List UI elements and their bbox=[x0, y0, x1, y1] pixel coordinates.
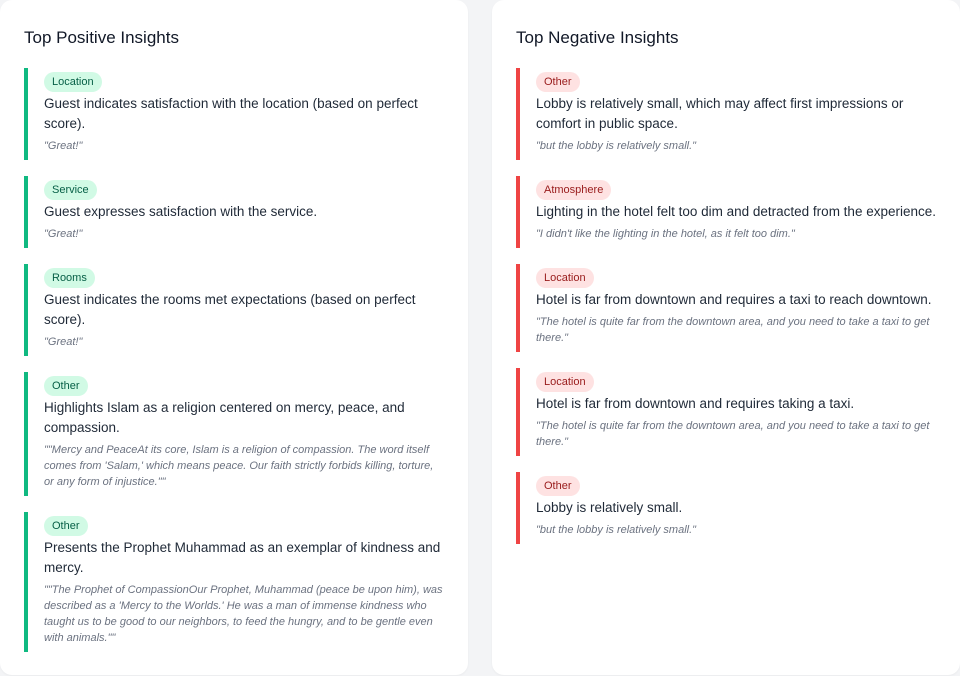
insight-item bbox=[516, 368, 936, 456]
insight-item bbox=[24, 68, 444, 160]
insight-text: Hotel is far from downtown and requires taking a taxi. bbox=[536, 396, 855, 411]
panel-title: Top Positive Insights bbox=[24, 28, 179, 47]
insight-text: Guest indicates the rooms met expectations (based on perfect score). bbox=[44, 292, 416, 327]
category-tag: Rooms bbox=[44, 268, 95, 288]
insight-quote: "I didn't like the lighting in the hotel, as it felt too dim." bbox=[536, 228, 795, 240]
insight-quote: "Great!" bbox=[44, 336, 83, 348]
category-tag: Location bbox=[536, 372, 594, 392]
positive-insights-list bbox=[24, 68, 444, 652]
insight-item bbox=[24, 264, 444, 356]
insight-quote: ""The Prophet of CompassionOur Prophet, Muhammad (peace be upon him), was described as a 'Mercy to the Worlds.' He was a man of immense kindness who taught us to be good to our neighbors, to feed the hungry, and to be gentle even with animals."" bbox=[44, 584, 443, 644]
insight-quote: "but the lobby is relatively small." bbox=[536, 140, 697, 152]
negative-insights-list bbox=[516, 68, 936, 544]
category-tag: Atmosphere bbox=[536, 180, 611, 200]
insight-text: Hotel is far from downtown and requires a taxi to reach downtown. bbox=[536, 292, 932, 307]
insight-text: Lighting in the hotel felt too dim and detracted from the experience. bbox=[536, 204, 936, 219]
insight-text: Presents the Prophet Muhammad as an exemplar of kindness and mercy. bbox=[44, 540, 441, 575]
insight-text: Highlights Islam as a religion centered on mercy, peace, and compassion. bbox=[44, 400, 405, 435]
positive-insights-panel bbox=[0, 0, 468, 675]
insight-item bbox=[516, 264, 936, 352]
insight-quote: "The hotel is quite far from the downtown area, and you need to take a taxi to get there." bbox=[536, 420, 930, 448]
category-tag: Location bbox=[536, 268, 594, 288]
insight-item bbox=[24, 176, 444, 248]
insight-text: Lobby is relatively small, which may affect first impressions or comfort in public space. bbox=[536, 96, 904, 131]
insight-quote: "Great!" bbox=[44, 228, 83, 240]
insight-text: Lobby is relatively small. bbox=[536, 500, 683, 515]
insight-item bbox=[24, 512, 444, 652]
category-tag: Other bbox=[536, 476, 580, 496]
insight-item bbox=[516, 472, 936, 544]
category-tag: Location bbox=[44, 72, 102, 92]
category-tag: Service bbox=[44, 180, 97, 200]
insight-item bbox=[516, 176, 936, 248]
insight-quote: "but the lobby is relatively small." bbox=[536, 524, 697, 536]
insight-quote: "Great!" bbox=[44, 140, 83, 152]
negative-insights-panel bbox=[492, 0, 960, 675]
panel-title: Top Negative Insights bbox=[516, 28, 679, 47]
insight-item bbox=[24, 372, 444, 496]
insight-quote: ""Mercy and PeaceAt its core, Islam is a religion of compassion. The word itself comes from 'Salam,' which means peace. Our faith strictly forbids killing, torture, or any form of injustice."" bbox=[44, 444, 434, 488]
category-tag: Other bbox=[44, 376, 88, 396]
insight-quote: "The hotel is quite far from the downtown area, and you need to take a taxi to get there." bbox=[536, 316, 930, 344]
insight-text: Guest expresses satisfaction with the service. bbox=[44, 204, 318, 219]
category-tag: Other bbox=[44, 516, 88, 536]
category-tag: Other bbox=[536, 72, 580, 92]
insight-text: Guest indicates satisfaction with the location (based on perfect score). bbox=[44, 96, 418, 131]
insight-item bbox=[516, 68, 936, 160]
